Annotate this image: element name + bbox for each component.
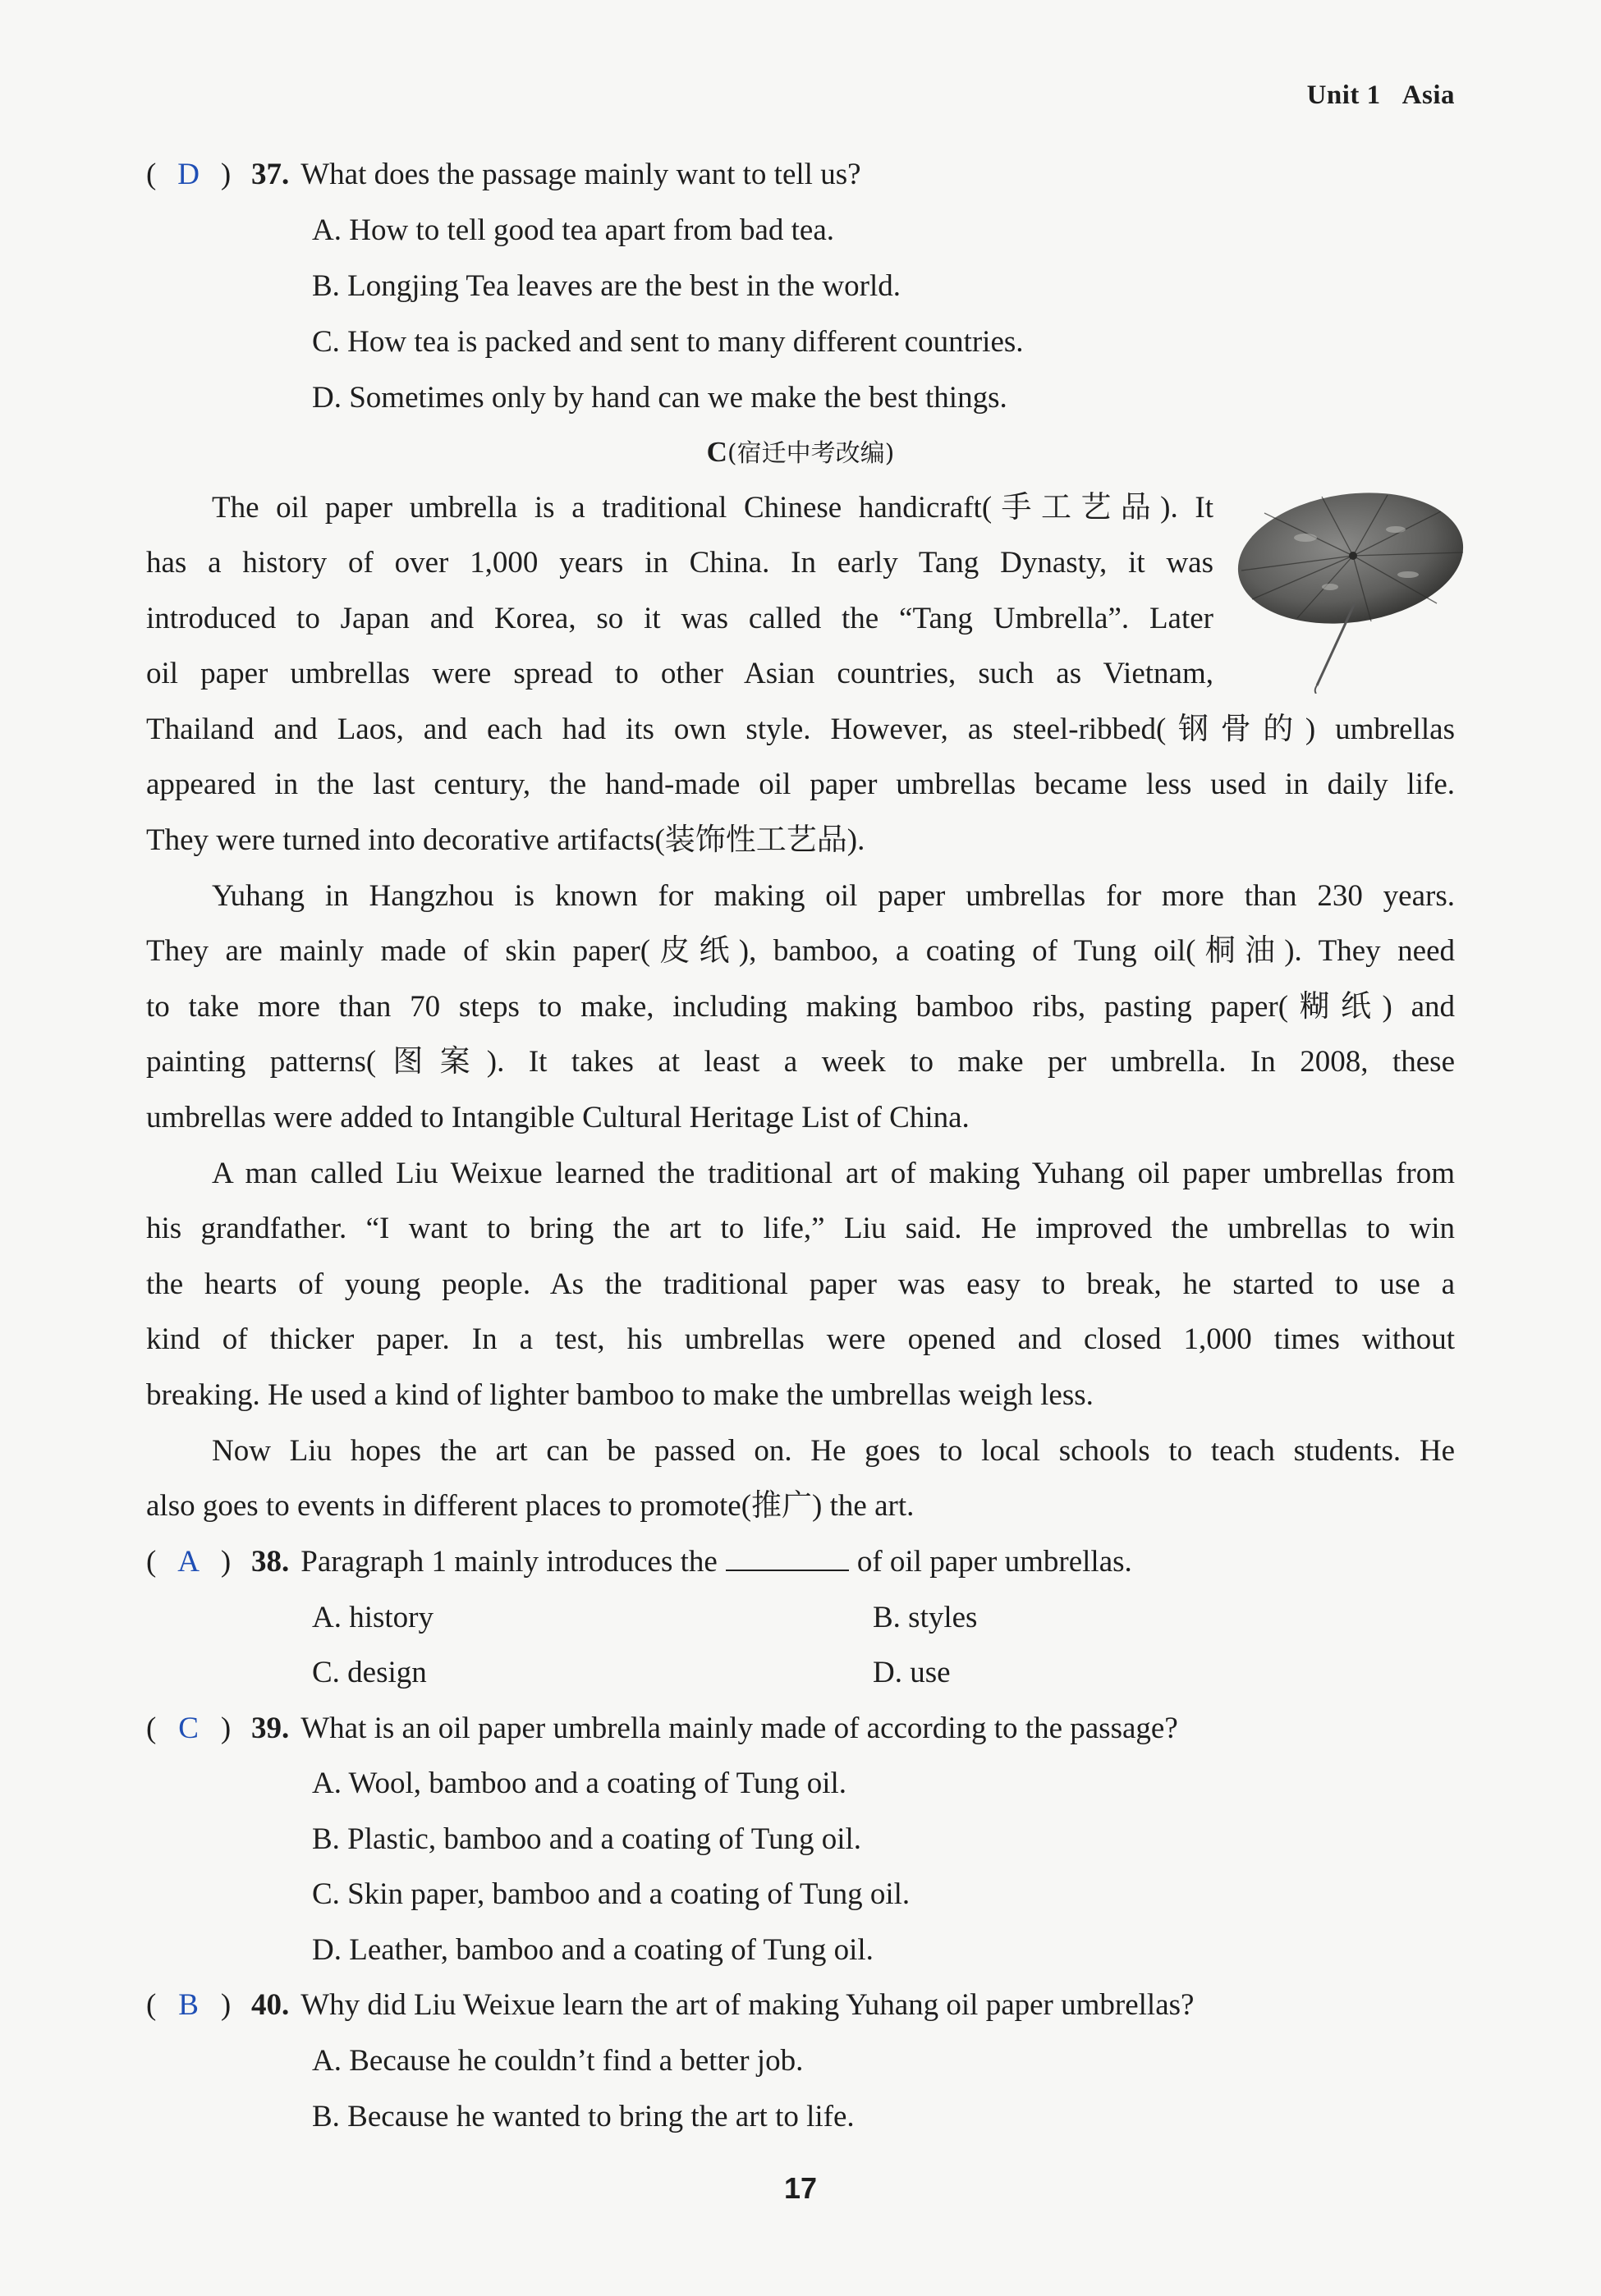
unit-topic: Asia xyxy=(1401,80,1455,110)
question-number-38: 38. xyxy=(251,1545,290,1579)
option-39-a: A. Wool, bamboo and a coating of Tung oil. xyxy=(312,1767,847,1800)
option-39-c: C. Skin paper, bamboo and a coating of Tung oil. xyxy=(312,1877,911,1911)
passage-p2-line: to take more than 70 steps to make, including making bamboo ribs, pasting paper(糊纸) and xyxy=(146,990,1455,1024)
option-37-a: A. How to tell good tea apart from bad tea. xyxy=(312,213,834,247)
answer-39: C xyxy=(178,1712,199,1745)
passage-p2-line: They are mainly made of skin paper(皮纸), bamboo, a coating of Tung oil(桐油). They need xyxy=(146,934,1455,968)
question-39-stem: ( C ) 39. What is an oil paper umbrella mainly made of according to the passage? xyxy=(146,1710,1178,1748)
option-37-d: D. Sometimes only by hand can we make the best things. xyxy=(312,381,1007,415)
passage-p1-line: introduced to Japan and Korea, so it was called the “Tang Umbrella”. Later xyxy=(146,602,1213,635)
answer-37: D xyxy=(177,158,200,191)
passage-p1-line: has a history of over 1,000 years in China. In early Tang Dynasty, it was xyxy=(146,546,1213,580)
unit-label: Unit 1 xyxy=(1306,80,1381,110)
answer-38: A xyxy=(177,1545,200,1579)
fill-blank xyxy=(726,1545,849,1571)
question-37-stem: ( D ) 37. What does the passage mainly want to tell us? xyxy=(146,156,861,194)
passage-p2-line: painting patterns(图案). It takes at least a week to make per umbrella. In 2008, these xyxy=(146,1045,1455,1079)
option-39-b: B. Plastic, bamboo and a coating of Tung oil. xyxy=(312,1822,862,1856)
passage-p1-line: They were turned into decorative artifacts(装饰性工艺品). xyxy=(146,823,865,857)
question-40-stem: ( B ) 40. Why did Liu Weixue learn the art of making Yuhang oil paper umbrellas? xyxy=(146,1987,1194,2024)
page-header xyxy=(1307,80,1455,111)
question-number-37: 37. xyxy=(251,158,290,191)
passage-p2-line: Yuhang in Hangzhou is known for making oil paper umbrellas for more than 230 years. xyxy=(212,879,1455,913)
passage-p1-line: Thailand and Laos, and each had its own style. However, as steel-ribbed(钢骨的) umbrellas xyxy=(146,713,1455,746)
question-38-stem: ( A ) 38. Paragraph 1 mainly introduces the of oil paper umbrellas. xyxy=(146,1543,1132,1581)
option-40-a: A. Because he couldn’t find a better job. xyxy=(312,2044,804,2078)
passage-p1-line: The oil paper umbrella is a traditional Chinese handicraft(手工艺品). It xyxy=(212,491,1213,525)
passage-p3-line: the hearts of young people. As the traditional paper was easy to break, he started to use a xyxy=(146,1267,1455,1301)
page-number: 17 xyxy=(783,2171,818,2205)
passage-p4-line: also goes to events in different places to promote(推广) the art. xyxy=(146,1489,915,1523)
passage-p2-line: umbrellas were added to Intangible Cultural Heritage List of China. xyxy=(146,1101,970,1134)
option-38-c: C. design xyxy=(312,1656,427,1689)
option-38-a: A. history xyxy=(312,1601,434,1634)
passage-p3-line: his grandfather. “I want to bring the art to life,” Liu said. He improved the umbrellas to win xyxy=(146,1212,1455,1245)
passage-p3-line: A man called Liu Weixue learned the traditional art of making Yuhang oil paper umbrellas from xyxy=(212,1157,1455,1190)
option-38-b: B. styles xyxy=(873,1601,978,1634)
passage-p1-line: oil paper umbrellas were spread to other Asian countries, such as Vietnam, xyxy=(146,657,1213,690)
option-37-b: B. Longjing Tea leaves are the best in the world. xyxy=(312,269,901,303)
oil-paper-umbrella-illustration xyxy=(1232,480,1466,694)
option-40-b: B. Because he wanted to bring the art to life. xyxy=(312,2100,855,2133)
passage-p3-line: kind of thicker paper. In a test, his umbrellas were opened and closed 1,000 times without xyxy=(146,1322,1455,1356)
answer-40: B xyxy=(178,1988,199,2022)
section-title: C(宿迁中考改编) xyxy=(706,436,895,468)
question-number-39: 39. xyxy=(251,1712,290,1745)
question-number-40: 40. xyxy=(251,1988,290,2022)
passage-p3-line: breaking. He used a kind of lighter bamboo to make the umbrellas weigh less. xyxy=(146,1378,1094,1412)
option-39-d: D. Leather, bamboo and a coating of Tung oil. xyxy=(312,1933,874,1967)
section-source: (宿迁中考改编) xyxy=(727,439,895,468)
passage-p4-line: Now Liu hopes the art can be passed on. He goes to local schools to teach students. He xyxy=(212,1434,1455,1468)
option-37-c: C. How tea is packed and sent to many different countries. xyxy=(312,325,1024,359)
passage-p1-line: appeared in the last century, the hand-made oil paper umbrellas became less used in daily life. xyxy=(146,768,1455,801)
option-38-d: D. use xyxy=(873,1656,951,1689)
